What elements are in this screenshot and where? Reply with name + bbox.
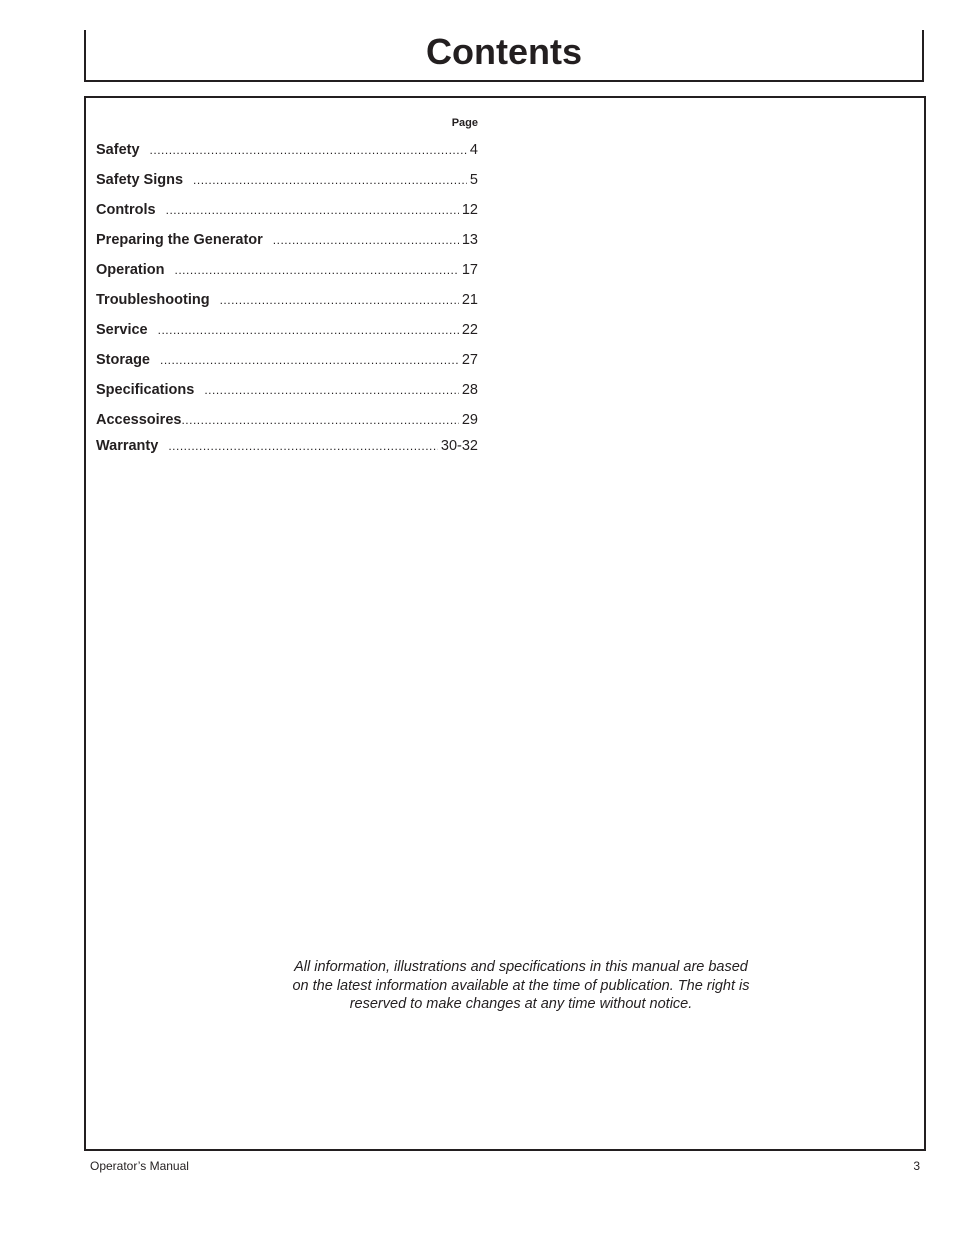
page-column-header: Page xyxy=(451,117,478,129)
dot-leader xyxy=(220,293,459,307)
footer-page-number: 3 xyxy=(913,1159,920,1173)
toc-entry-label: Troubleshooting xyxy=(96,292,210,308)
toc-entry-label: Controls xyxy=(96,202,156,218)
dot-leader xyxy=(193,173,467,187)
toc-entry-page: 13 xyxy=(461,232,478,248)
toc-entry-specifications[interactable] xyxy=(96,382,478,412)
toc-entry-controls[interactable] xyxy=(96,202,478,232)
toc-entry-page: 22 xyxy=(461,322,478,338)
notice-line: on the latest information available at the time of publication. The right is xyxy=(292,977,750,994)
toc-entry-storage[interactable] xyxy=(96,352,478,382)
dot-leader xyxy=(150,143,467,157)
notice-line: reserved to make changes at any time without notice. xyxy=(349,996,693,1012)
toc-entry-preparing-the-generator[interactable] xyxy=(96,232,478,262)
toc-entry-label: Safety Signs xyxy=(96,172,184,188)
toc-entry-warranty[interactable] xyxy=(96,438,478,468)
toc-entry-label: Warranty xyxy=(96,438,159,454)
toc-entry-page: 27 xyxy=(461,352,478,368)
toc-entry-page: 29 xyxy=(461,412,478,428)
dot-leader xyxy=(204,383,459,397)
toc-entry-page: 17 xyxy=(461,262,478,278)
toc-entry-label: Service xyxy=(96,322,148,338)
dot-leader xyxy=(168,439,438,453)
table-of-contents xyxy=(96,114,478,468)
contents-box xyxy=(84,96,926,1151)
toc-entry-operation[interactable] xyxy=(96,262,478,292)
footer-manual-name: Operator’s Manual xyxy=(90,1159,189,1173)
toc-entry-page: 21 xyxy=(461,292,478,308)
toc-entry-page: 5 xyxy=(469,172,478,188)
toc-entry-safety[interactable] xyxy=(96,142,478,172)
toc-entry-page: 30-32 xyxy=(440,438,478,454)
dot-leader xyxy=(160,353,459,367)
page-title: Contents xyxy=(426,31,582,72)
toc-entry-label: Preparing the Generator xyxy=(96,232,263,248)
toc-entry-label: Operation xyxy=(96,262,165,278)
dot-leader xyxy=(166,203,459,217)
dot-leader xyxy=(174,263,458,277)
toc-entry-accessoires[interactable] xyxy=(96,412,478,438)
toc-entry-page: 4 xyxy=(469,142,478,158)
title-box xyxy=(84,30,924,82)
dot-leader xyxy=(158,323,459,337)
toc-entry-page: 28 xyxy=(461,382,478,398)
toc-entry-label: Accessoires xyxy=(96,412,182,428)
toc-entry-troubleshooting[interactable] xyxy=(96,292,478,322)
dot-leader xyxy=(181,413,458,427)
toc-entry-safety-signs[interactable] xyxy=(96,172,478,202)
toc-entry-service[interactable] xyxy=(96,322,478,352)
toc-entry-label: Storage xyxy=(96,352,150,368)
toc-entry-label: Specifications xyxy=(96,382,195,398)
toc-entry-label: Safety xyxy=(96,142,140,158)
publication-notice xyxy=(256,958,786,1014)
dot-leader xyxy=(273,233,459,247)
toc-entry-page: 12 xyxy=(461,202,478,218)
notice-line: All information, illustrations and specifications in this manual are based xyxy=(294,959,748,975)
